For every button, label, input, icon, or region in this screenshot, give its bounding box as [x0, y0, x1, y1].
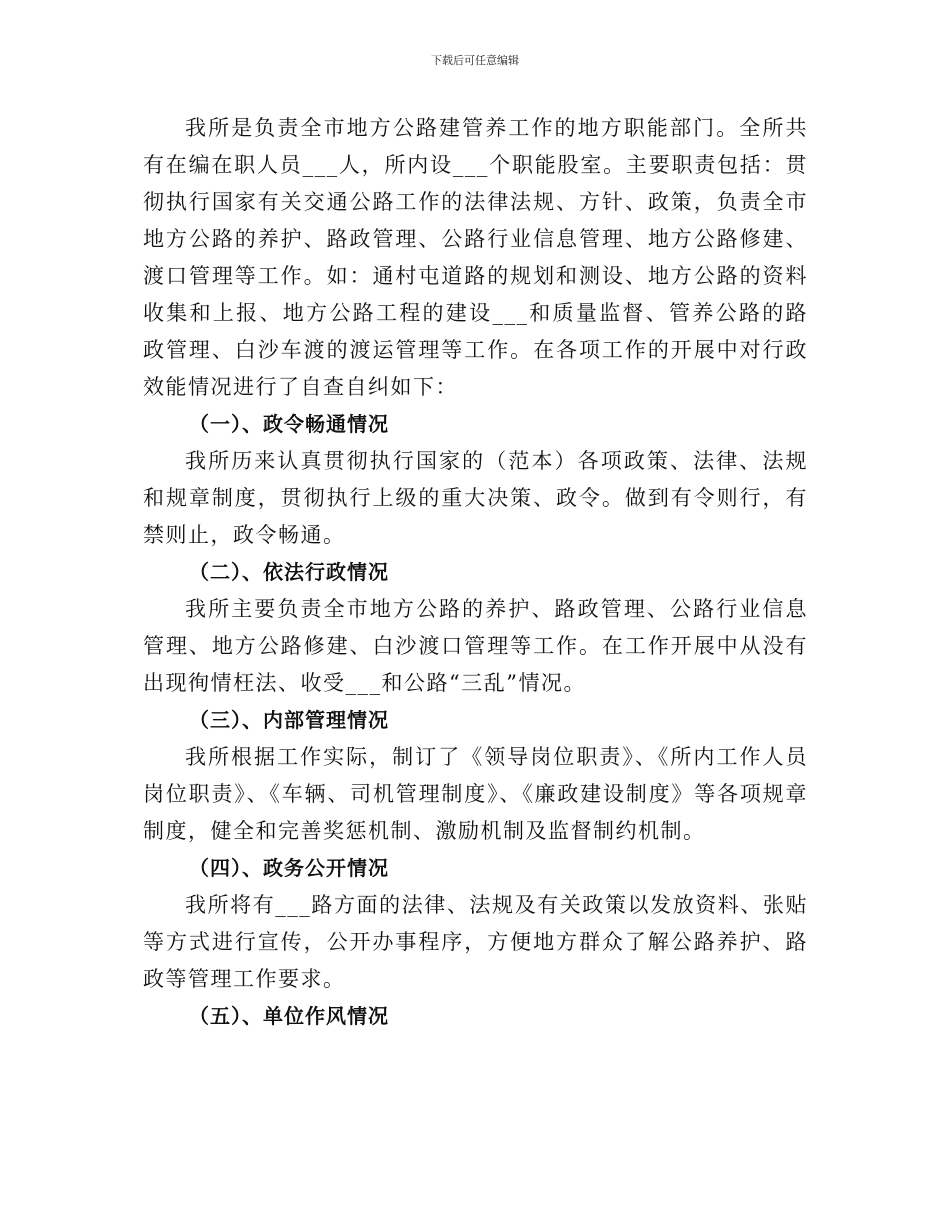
page-header-note: 下载后可任意编辑 [431, 54, 519, 67]
section-2-heading: （二）、依法行政情况 [189, 560, 389, 584]
section-2-paragraph: 我所主要负责全市地方公路的养护、路政管理、公路行业信息管理、地方公路修建、白沙渡口管理等工作。在工作开展中从没有出现徇情枉法、收受___和公路“三乱”情况。 [143, 597, 808, 695]
section-4-paragraph: 我所将有___路方面的法律、法规及有关政策以发放资料、张贴等方式进行宣传，公开办事程序，方便地方群众了解公路养护、路政等管理工作要求。 [143, 893, 808, 991]
section-1-heading: （一）、政令畅通情况 [189, 412, 389, 436]
intro-paragraph: 我所是负责全市地方公路建管养工作的地方职能部门。全所共有在编在职人员___人，所内设___个职能股室。主要职责包括：贯彻执行国家有关交通公路工作的法律法规、方针、政策，负责全市地方公路的养护、路政管理、公路行业信息管理、地方公路修建、渡口管理等工作。如：通村屯道路的规划和测设、地方公路的资料收集和上报、地方公路工程的建设___和质量监督、管养公路的路政管理、白沙车渡的渡运管理等工作。在各项工作的开展中对行政效能情况进行了自查自纠如下： [143, 116, 808, 399]
section-1-paragraph: 我所历来认真贯彻执行国家的（范本）各项政策、法律、法规和规章制度，贯彻执行上级的重大决策、政令。做到有令则行，有禁则止，政令畅通。 [143, 449, 808, 547]
section-3-paragraph: 我所根据工作实际，制订了《领导岗位职责》、《所内工作人员岗位职责》、《车辆、司机管理制度》、《廉政建设制度》等各项规章制度，健全和完善奖惩机制、激励机制及监督制约机制。 [143, 745, 808, 843]
document-body [143, 110, 808, 1035]
section-3-heading: （三）、内部管理情况 [189, 708, 389, 732]
section-4-heading: （四）、政务公开情况 [189, 856, 389, 880]
section-5-heading: （五）、单位作风情况 [189, 1004, 389, 1028]
